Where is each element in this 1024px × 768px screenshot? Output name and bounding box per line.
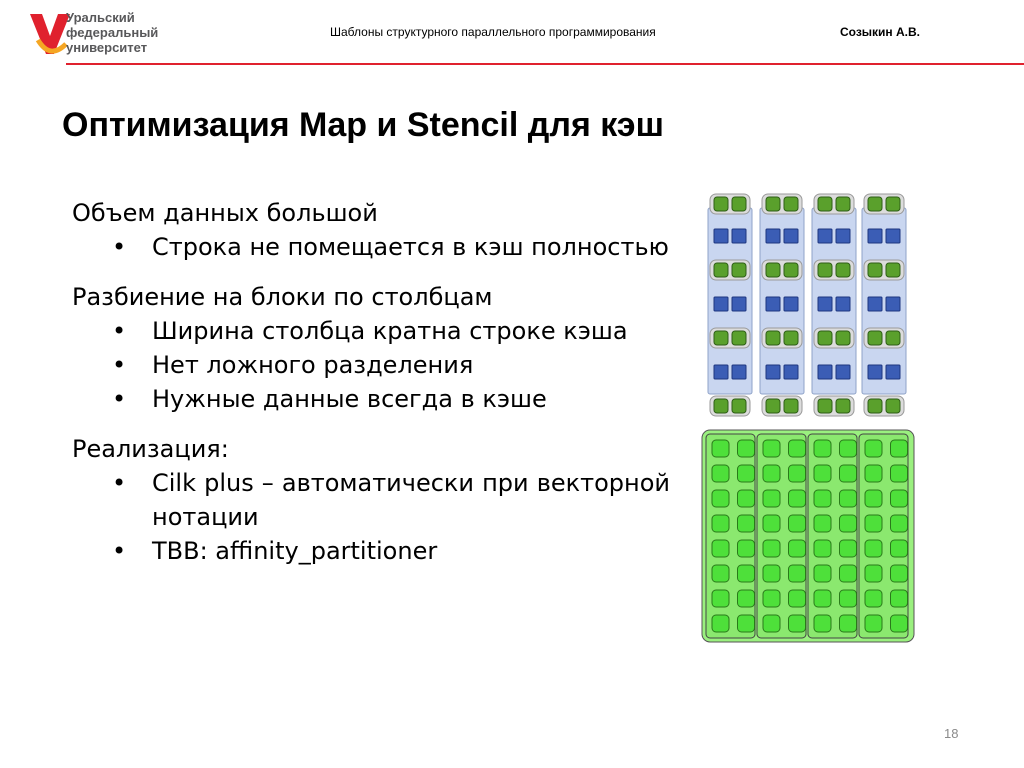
grid-cell <box>891 490 908 507</box>
grid-cell <box>865 515 882 532</box>
bullet-marker: • <box>112 469 127 497</box>
data-cell <box>836 399 850 413</box>
grid-cell <box>814 590 831 607</box>
grid-cell <box>814 565 831 582</box>
grid-cell <box>891 465 908 482</box>
grid-cell <box>738 565 755 582</box>
grid-cell <box>840 465 857 482</box>
data-cell <box>732 297 746 311</box>
grid-cell <box>814 465 831 482</box>
bullet-marker: • <box>112 351 127 379</box>
bullet-item: • Нет ложного разделения <box>72 348 670 382</box>
data-cell <box>886 263 900 277</box>
grid-cell <box>712 490 729 507</box>
grid-cell <box>789 515 806 532</box>
data-cell <box>732 365 746 379</box>
section-heading: Объем данных большой <box>72 199 378 227</box>
bullet-item: • Cilk plus – автоматически при векторной нотации <box>72 466 670 534</box>
data-cell <box>868 263 882 277</box>
grid-cell <box>840 615 857 632</box>
grid-cell <box>865 490 882 507</box>
grid-cell <box>763 465 780 482</box>
grid-cell <box>865 615 882 632</box>
data-cell <box>868 229 882 243</box>
slide-content <box>72 196 670 584</box>
data-cell <box>868 197 882 211</box>
data-cell <box>732 399 746 413</box>
data-cell <box>732 331 746 345</box>
university-name: Уральский федеральный университет <box>66 10 159 55</box>
grid-cell <box>891 565 908 582</box>
bullet-item: • Ширина столбца кратна строке кэша <box>72 314 670 348</box>
data-cell <box>714 229 728 243</box>
grid-cell <box>789 590 806 607</box>
grid-cell <box>763 490 780 507</box>
bullet-marker: • <box>112 317 127 345</box>
data-cell <box>766 197 780 211</box>
grid-cell <box>789 565 806 582</box>
data-cell <box>886 229 900 243</box>
data-cell <box>818 197 832 211</box>
data-cell <box>868 399 882 413</box>
section-heading: Реализация: <box>72 435 229 463</box>
grid-cell <box>789 615 806 632</box>
data-cell <box>818 229 832 243</box>
slide-title: Оптимизация Map и Stencil для кэш <box>62 106 664 144</box>
data-cell <box>836 331 850 345</box>
data-cell <box>714 365 728 379</box>
data-cell <box>818 263 832 277</box>
data-cell <box>766 331 780 345</box>
data-cell <box>886 297 900 311</box>
grid-cell <box>712 515 729 532</box>
data-cell <box>836 297 850 311</box>
section-implementation <box>72 432 670 568</box>
data-cell <box>886 331 900 345</box>
grid-cell <box>865 590 882 607</box>
grid-cell <box>738 490 755 507</box>
grid-cell <box>891 540 908 557</box>
grid-cell <box>814 540 831 557</box>
data-cell <box>886 197 900 211</box>
data-cell <box>784 197 798 211</box>
grid-cell <box>840 440 857 457</box>
bullet-marker: • <box>112 385 127 413</box>
grid-cell <box>814 515 831 532</box>
grid-cell <box>712 540 729 557</box>
data-cell <box>818 331 832 345</box>
data-cell <box>818 297 832 311</box>
data-cell <box>766 297 780 311</box>
grid-cell <box>865 440 882 457</box>
grid-cell <box>763 540 780 557</box>
data-cell <box>836 263 850 277</box>
grid-cell <box>814 615 831 632</box>
data-cell <box>784 297 798 311</box>
grid-cell <box>738 590 755 607</box>
bullet-marker: • <box>112 537 127 565</box>
data-cell <box>766 229 780 243</box>
data-cell <box>784 365 798 379</box>
grid-cell <box>814 440 831 457</box>
grid-cell <box>738 615 755 632</box>
grid-cell <box>840 515 857 532</box>
grid-cell <box>763 615 780 632</box>
data-cell <box>732 263 746 277</box>
grid-cell <box>840 490 857 507</box>
grid-cell <box>891 615 908 632</box>
data-cell <box>714 331 728 345</box>
grid-cell <box>865 465 882 482</box>
grid-cell <box>763 440 780 457</box>
data-cell <box>818 399 832 413</box>
course-title: Шаблоны структурного параллельного программирования <box>330 25 656 39</box>
grid-cell <box>712 615 729 632</box>
bullet-marker: • <box>112 233 127 261</box>
data-cell <box>784 399 798 413</box>
header-divider <box>66 63 1024 65</box>
grid-cell <box>763 590 780 607</box>
grid-cell <box>738 540 755 557</box>
cache-blocking-diagram <box>696 186 920 646</box>
data-cell <box>818 365 832 379</box>
data-cell <box>868 297 882 311</box>
data-cell <box>784 331 798 345</box>
grid-cell <box>712 565 729 582</box>
grid-cell <box>738 515 755 532</box>
data-cell <box>836 197 850 211</box>
data-cell <box>868 365 882 379</box>
bullet-item: • Нужные данные всегда в кэше <box>72 382 670 416</box>
data-cell <box>714 399 728 413</box>
data-cell <box>784 263 798 277</box>
section-heading: Разбиение на блоки по столбцам <box>72 283 493 311</box>
grid-cell <box>712 465 729 482</box>
data-cell <box>784 229 798 243</box>
grid-cell <box>789 440 806 457</box>
data-cell <box>868 331 882 345</box>
grid-cell <box>891 515 908 532</box>
grid-cell <box>738 465 755 482</box>
page-number: 18 <box>944 726 959 741</box>
grid-cell <box>891 440 908 457</box>
grid-cell <box>814 490 831 507</box>
data-cell <box>732 229 746 243</box>
data-cell <box>766 399 780 413</box>
grid-cell <box>712 440 729 457</box>
grid-cell <box>840 540 857 557</box>
data-cell <box>766 365 780 379</box>
data-cell <box>714 263 728 277</box>
grid-cell <box>865 540 882 557</box>
grid-cell <box>738 440 755 457</box>
grid-cell <box>712 590 729 607</box>
grid-cell <box>865 565 882 582</box>
data-cell <box>714 297 728 311</box>
grid-cell <box>763 565 780 582</box>
grid-cell <box>840 590 857 607</box>
grid-cell <box>789 490 806 507</box>
grid-cell <box>789 540 806 557</box>
grid-cell <box>840 565 857 582</box>
data-cell <box>836 229 850 243</box>
section-data-volume <box>72 196 670 264</box>
section-column-blocks <box>72 280 670 416</box>
data-cell <box>886 399 900 413</box>
data-cell <box>766 263 780 277</box>
grid-cell <box>763 515 780 532</box>
author-name: Созыкин А.В. <box>840 25 921 39</box>
bullet-item: • Строка не помещается в кэш полностью <box>72 230 670 264</box>
data-cell <box>886 365 900 379</box>
data-cell <box>836 365 850 379</box>
bullet-item: • TBB: affinity_partitioner <box>72 534 670 568</box>
data-cell <box>732 197 746 211</box>
grid-cell <box>891 590 908 607</box>
grid-cell <box>789 465 806 482</box>
data-cell <box>714 197 728 211</box>
